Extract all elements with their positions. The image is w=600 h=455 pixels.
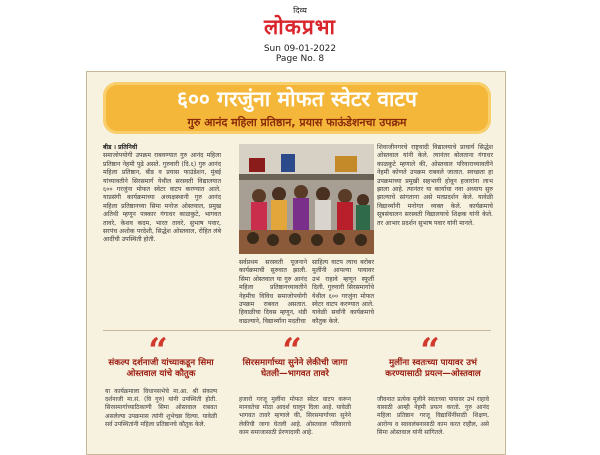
news-clipping <box>86 71 506 455</box>
publication-date: Sun 09-01-2022 <box>263 44 337 54</box>
quote-title: मुलींना स्वतःच्या पायावर उभं करण्यासाठी प्रयत्न—ओस्तवाल <box>385 358 481 379</box>
quote-mark-icon: “ <box>148 331 168 371</box>
quote-title: सिरसमार्गाच्या सुनेने लेकीची जागा घेतली—भागवत तावरे <box>242 358 348 379</box>
article-column-mid-b: साहित्य वाटप त्याच बरोबर मुलींनी आपल्या पायावर उभं राहावे म्हणून स्फूर्ती दिली. गुरुवारी सिरसमार्गाचे येथील ६०० गरजुंना मोफत स्वेटर वाटप करण्यात आले. यावेळी सर्वांनी कार्यक्रमाचे कौतुक केले. <box>312 259 374 325</box>
quote-box <box>375 331 491 452</box>
article-column-right: शिवाजीनगरचे राष्ट्रवादी विद्यालयाचे प्राचार्य सिद्धेश ओस्तवाल यांनी केले. त्यानंतर बोलताना गंगाधर काळकुटे म्हणाले की, ओस्तवाल परिवाराच्यावतीने नेहमी कोणते उपक्रम राबवले जातात. स्वच्छता हा उपक्रमाच्या प्रमुखी सहभागी होवून हजारांना लाभ झाला आहे. त्यानंतर या कार्याचा नवा अध्याय सुरु झाल्याचे सांगताना असे मतप्रदर्शन केले. यावेळी विद्यार्थ्यांनी मनोगत व्यक्त केले. कार्यक्रमाचे सूत्रसंचालन सरस्वती विद्यालयाचे शिक्षक यांनी केले. तर आभार प्रदर्शन सुभाष पवार यांनी मानले. <box>377 144 493 227</box>
quote-box <box>237 331 353 452</box>
headline-banner <box>103 82 491 134</box>
quote-box <box>103 331 219 452</box>
article-column-left <box>103 144 221 352</box>
quote-text: जीवनात प्रत्येक मुलीने स्वतःच्या पायावर उभं राहावे यासाठी आम्ही नेहमी प्रयत्न करतो. गुरु आनंद महिला प्रतिष्ठान गरजू विद्यार्थिनींसाठी शिक्षण, आरोग्य व स्वावलंबनासाठी काम करत राहील, असे सिमा ओस्तवाल यांनी सांगितले. <box>377 396 489 436</box>
page-number: Page No. 8 <box>275 54 325 64</box>
publication-prefix: दिव्य <box>293 6 307 15</box>
quote-mark-icon: “ <box>282 331 302 371</box>
article-text-left: समाजोपयोगी उपक्रम राबवण्यात गुरु आनंद महिला प्रतिष्ठान नेहमी पुढे असते. गुरुवारी (दि.६) गुरु आनंद महिला प्रतिष्ठान, बीड व प्रयास फाउंडेशन, मुंबई यांच्यावतीने सिरसमार्ग येथील सरस्वती विद्यालयात ६०० गरजुंना मोफत स्वेटर वाटप करण्यात आले. याप्रसंगी कार्यक्रमाच्या अध्यक्षस्थानी गुरु आनंद महिला प्रतिष्ठानच्या सिमा मनोज ओस्तवाल, प्रमुख अतिथी म्हणून पत्रकार गंगाधर काळकुटे, भागवत तावरे, केशव कदम, भारत तावरे, सुभाष पवार, सरपंच अशोक परदेशी, सिद्धेश ओस्तवाल, रोहित लंबे आदींची उपस्थिती होती. <box>103 152 221 244</box>
reporter-byline: बीड । प्रतिनिधी <box>103 144 138 151</box>
event-photo <box>239 144 374 254</box>
article-column-mid-a: सर्वप्रथम सरस्वती पूजनाने कार्यक्रमाची सुरुवात झाली. सिमा ओस्तवाल या गुरु आनंद महिला प्रतिष्ठानच्यावतीने नेहमीच विविध समाजोपयोगी उपक्रम राबवत असतात. हिवाळीचा दिवस म्हणून, थंडी वाढल्याने, विद्यार्थ्यांना मदतीचा <box>239 259 307 325</box>
quote-title: संकल्प दर्शनाजी यांच्याकडून सिमा ओस्तवाल यांचे कौतुक <box>108 358 214 379</box>
subheadline: गुरु आनंद महिला प्रतिष्ठान, प्रयास फाऊंडेशनचा उपक्रम <box>187 116 407 129</box>
photo-illustration <box>239 144 374 254</box>
quote-text: या कार्यक्रमाला विधानसभेचे मा.आ. श्री संकल्प दर्शनाजी मा.सं. (वि गुरु) यांनी उपस्थिती होती. सिरसमार्गाच्याठिकाणी सिमा ओस्तवाल राबवत असलेल्या उपक्रमास त्यांनी शुभेच्छा दिल्या. यावेळी सर्व उपस्थितांनी महिला प्रतिष्ठानचे कौतुक केले. <box>105 388 217 428</box>
publication-name: लोकप्रभा <box>264 15 336 39</box>
quote-mark-icon: “ <box>420 331 440 371</box>
quote-text: हजारो गरजू मुलींना मोफत स्वेटर वाटप करून मानवतेचा मोठा आदर्श घालून दिला आहे. यावेळी भागवत तावरे म्हणाले की, सिरसमार्गाच्या सुनेने लेकीची जागा घेतली आहे. ओस्तवाल परिवाराचे काम समाजासाठी प्रेरणादायी आहे. <box>239 396 351 436</box>
masthead <box>0 0 600 72</box>
headline: ६०० गरजुंना मोफत स्वेटर वाटप <box>177 87 417 111</box>
